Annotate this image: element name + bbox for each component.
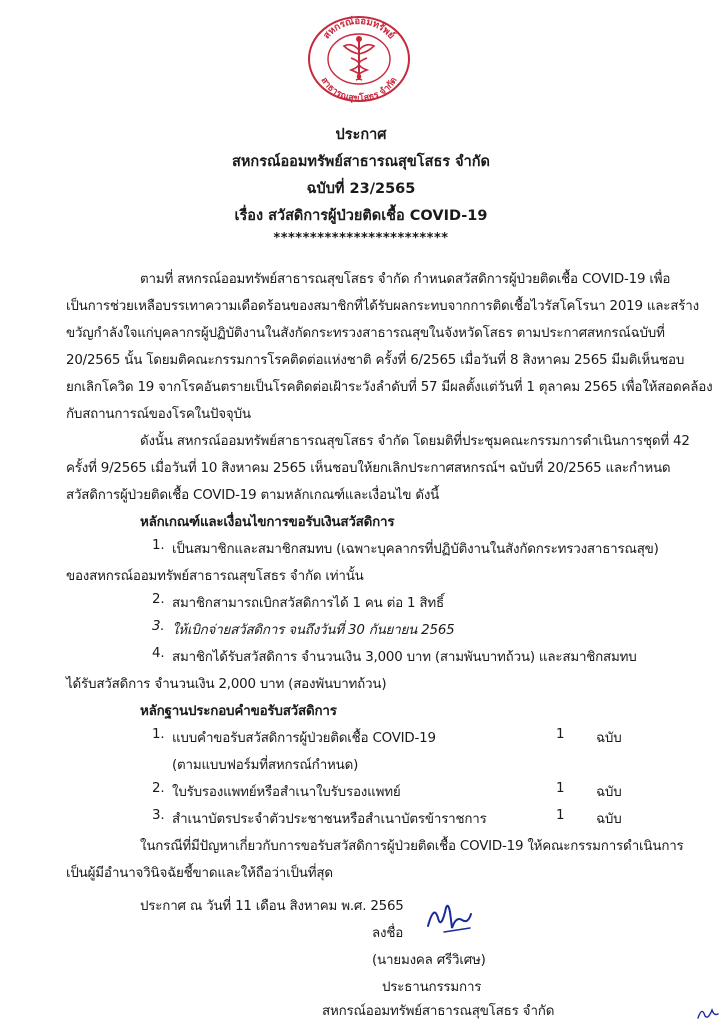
criteria-item-text: ให้เบิกจ่ายสวัสดิการ จนถึงวันที่ 30 กันยายน 2565 bbox=[172, 623, 455, 638]
evidence-item-unit: ฉบับ bbox=[596, 731, 622, 746]
announcement-label: ประกาศ bbox=[335, 127, 387, 143]
closing-line: ในกรณีที่มีปัญหาเกี่ยวกับการขอรับสวัสดิการผู้ป่วยติดเชื้อ COVID-19 ให้คณะกรรมการดำเนินการ bbox=[140, 839, 684, 854]
criteria-item-text: สมาชิกสามารถเบิกสวัสดิการได้ 1 คน ต่อ 1 สิทธิ์ bbox=[172, 596, 444, 611]
criteria-item-number: 1. bbox=[152, 538, 165, 553]
sign-label: ลงชื่อ bbox=[372, 926, 404, 941]
paragraph2-line: ครั้งที่ 9/2565 เมื่อวันที่ 10 สิงหาคม 2565 เห็นชอบให้ยกเลิกประกาศสหกรณ์ฯ ฉบับที่ 20/2565 และกำหนด bbox=[66, 461, 671, 476]
announcement-date: ประกาศ ณ วันที่ 11 เดือน สิงหาคม พ.ศ. 2565 bbox=[140, 899, 404, 914]
paragraph1-line: กับสถานการณ์ของโรคในปัจจุบัน bbox=[66, 407, 251, 422]
evidence-item-subtext: (ตามแบบฟอร์มที่สหกรณ์กำหนด) bbox=[172, 758, 359, 773]
evidence-item-number: 2. bbox=[152, 781, 165, 796]
corner-ink-mark-icon bbox=[695, 1004, 721, 1022]
subject-title: เรื่อง สวัสดิการผู้ป่วยติดเชื้อ COVID-19 bbox=[234, 208, 488, 224]
paragraph1-line: 20/2565 นั้น โดยมติคณะกรรมการโรคติดต่อแห่งชาติ ครั้งที่ 6/2565 เมื่อวันที่ 8 สิงหาคม 2565 มีมติเห็นชอบ bbox=[66, 353, 685, 368]
evidence-item-number: 3. bbox=[152, 808, 165, 823]
paragraph1-line: ขวัญกำลังใจแก่บุคลากรผู้ปฏิบัติงานในสังกัดกระทรวงสาธารณสุขในจังหวัดโสธร ตามประกาศสหกรณ์ฉบับที่ bbox=[66, 326, 665, 341]
signer-organization: สหกรณ์ออมทรัพย์สาธารณสุขโสธร จำกัด bbox=[322, 1004, 555, 1019]
criteria-item-text: สมาชิกได้รับสวัสดิการ จำนวนเงิน 3,000 บาท (สามพันบาทถ้วน) และสมาชิกสมทบ bbox=[172, 650, 637, 665]
criteria-item-text: เป็นสมาชิกและสมาชิกสมทบ (เฉพาะบุคลากรที่ปฏิบัติงานในสังกัดกระทรวงสาธารณสุข) bbox=[172, 542, 659, 557]
closing-line: เป็นผู้มีอำนาจวินิจฉัยชี้ขาดและให้ถือว่าเป็นที่สุด bbox=[66, 866, 333, 881]
cooperative-seal-icon bbox=[306, 14, 412, 104]
evidence-item-quantity: 1 bbox=[556, 781, 565, 796]
svg-text:สหกรณ์ออมทรัพย์: สหกรณ์ออมทรัพย์ bbox=[321, 15, 397, 42]
header-divider: ************************ bbox=[273, 231, 449, 246]
issue-number: ฉบับที่ 23/2565 bbox=[306, 181, 416, 197]
evidence-item-text: ใบรับรองแพทย์หรือสำเนาใบรับรองแพทย์ bbox=[172, 785, 401, 800]
evidence-item-quantity: 1 bbox=[556, 727, 565, 742]
organization-title: สหกรณ์ออมทรัพย์สาธารณสุขโสธร จำกัด bbox=[232, 154, 490, 170]
paragraph2-line: ดังนั้น สหกรณ์ออมทรัพย์สาธารณสุขโสธร จำกัด โดยมติที่ประชุมคณะกรรมการดำเนินการชุดที่ 42 bbox=[140, 434, 690, 449]
criteria-item-number: 2. bbox=[152, 592, 165, 607]
criteria-heading: หลักเกณฑ์และเงื่อนไขการขอรับเงินสวัสดิการ bbox=[140, 515, 395, 530]
evidence-item-unit: ฉบับ bbox=[596, 785, 622, 800]
signer-name: (นายมงคล ศรีวิเศษ) bbox=[372, 953, 486, 968]
criteria-item-number: 3. bbox=[152, 619, 165, 634]
paragraph1-line: ยกเลิกโควิด 19 จากโรคอันตรายเป็นโรคติดต่อเฝ้าระวังลำดับที่ 57 มีผลตั้งแต่วันที่ 1 ตุลาคม 2565 เพื่อให้สอดคล้อง bbox=[66, 380, 713, 395]
signer-position: ประธานกรรมการ bbox=[382, 980, 482, 995]
paragraph1-line: เป็นการช่วยเหลือบรรเทาความเดือดร้อนของสมาชิกที่ได้รับผลกระทบจากการติดเชื้อไวรัสโคโรนา 2019 และสร้าง bbox=[66, 299, 699, 314]
evidence-item-quantity: 1 bbox=[556, 808, 565, 823]
evidence-heading: หลักฐานประกอบคำขอรับสวัสดิการ bbox=[140, 704, 337, 719]
paragraph1-line: ตามที่ สหกรณ์ออมทรัพย์สาธารณสุขโสธร จำกัด กำหนดสวัสดิการผู้ป่วยติดเชื้อ COVID-19 เพื่อ bbox=[140, 272, 671, 287]
paragraph2-line: สวัสดิการผู้ป่วยติดเชื้อ COVID-19 ตามหลักเกณฑ์และเงื่อนไข ดังนี้ bbox=[66, 488, 440, 503]
evidence-item-number: 1. bbox=[152, 727, 165, 742]
criteria-item-number: 4. bbox=[152, 646, 165, 661]
criteria-item-continuation: ได้รับสวัสดิการ จำนวนเงิน 2,000 บาท (สองพันบาทถ้วน) bbox=[66, 677, 387, 692]
evidence-item-text: แบบคำขอรับสวัสดิการผู้ป่วยติดเชื้อ COVID-19 bbox=[172, 731, 436, 746]
criteria-item-continuation: ของสหกรณ์ออมทรัพย์สาธารณสุขโสธร จำกัด เท่านั้น bbox=[66, 569, 364, 584]
handwritten-signature-icon bbox=[424, 898, 474, 936]
svg-text:สาธารณสุขโสธร จำกัด: สาธารณสุขโสธร จำกัด bbox=[318, 75, 400, 104]
evidence-item-text: สำเนาบัตรประจำตัวประชาชนหรือสำเนาบัตรข้าราชการ bbox=[172, 812, 487, 827]
evidence-item-unit: ฉบับ bbox=[596, 812, 622, 827]
